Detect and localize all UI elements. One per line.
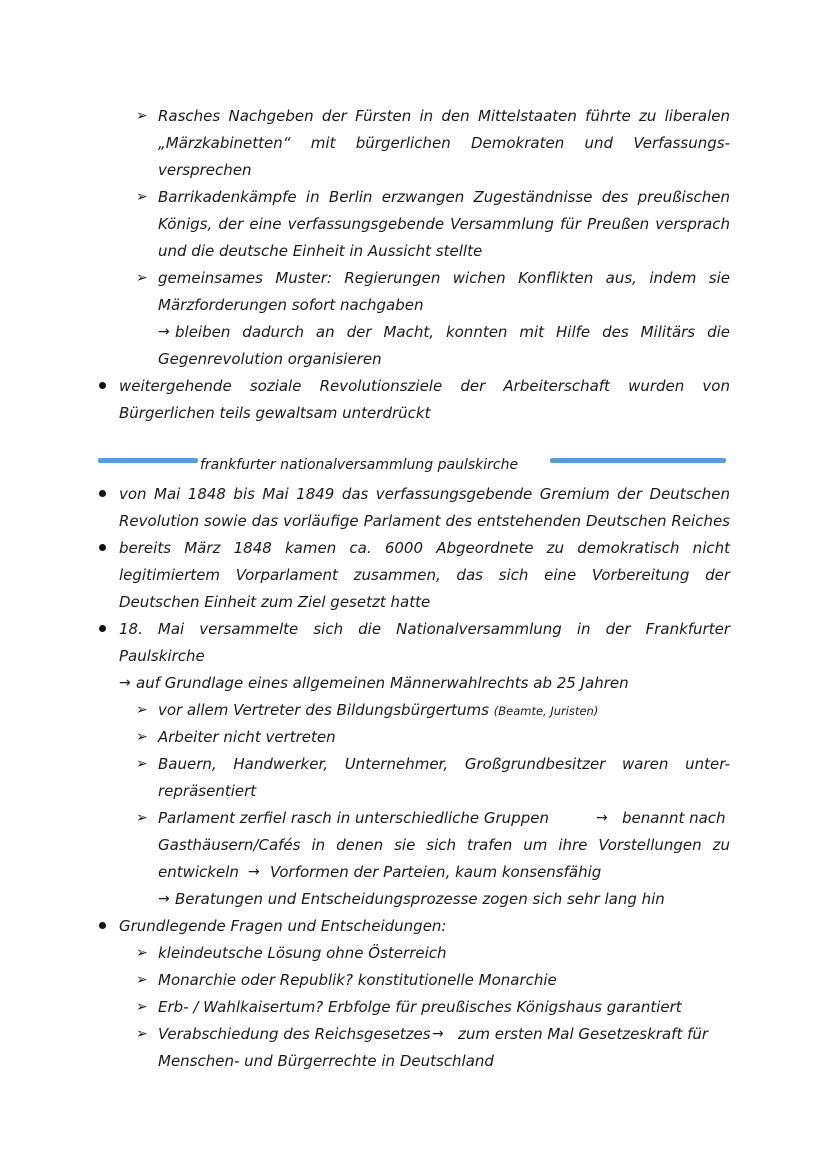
sub-item-text: Monarchie oder Republik? konstitutionelle Monarchie — [158, 971, 557, 989]
bullet-text: bereits März 1848 kamen ca. 6000 Abgeordnete zu demokratisch nicht — [119, 539, 730, 557]
bullet-text: Bürgerlichen teils gewaltsam unterdrückt — [119, 404, 431, 422]
sub-item-text: Arbeiter nicht vertreten — [158, 728, 336, 746]
bullet-icon — [99, 544, 106, 551]
bullet-text: 18. Mai versammelte sich die Nationalversammlung in der Frankfurter — [119, 620, 730, 638]
bullet-icon — [99, 922, 106, 929]
sub-item-text: repräsentiert — [158, 782, 257, 800]
section-heading: frankfurter nationalversammlung paulskirche — [200, 457, 519, 473]
sub-item-text: entwickeln — [158, 863, 239, 881]
sub-item-text: kleindeutsche Lösung ohne Österreich — [158, 944, 447, 962]
bullet-text: legitimiertem Vorparlament zusammen, das sich eine Vorbereitung der — [119, 566, 730, 584]
bullet-text: Grundlegende Fragen und Entscheidungen: — [119, 917, 447, 935]
sub-arrow-icon: ➢ — [136, 756, 148, 772]
sub-arrow-icon: ➢ — [136, 972, 148, 988]
right-arrow-icon: → — [119, 675, 131, 691]
sub-item-text: und die deutsche Einheit in Aussicht stellte — [158, 242, 483, 260]
sub-item-text: „Märzkabinetten“ mit bürgerlichen Demokraten und Verfassungs- — [158, 134, 730, 152]
bullet-text: Revolution sowie das vorläufige Parlament des entstehenden Deutschen Reiches — [119, 512, 730, 530]
sub-arrow-icon: ➢ — [136, 999, 148, 1015]
sub-arrow-icon: ➢ — [136, 189, 148, 205]
right-arrow-icon: → — [248, 864, 260, 880]
sub-item-text: zum ersten Mal Gesetzeskraft für — [458, 1025, 709, 1043]
sub-arrow-icon: ➢ — [136, 270, 148, 286]
sub-item-text: Parlament zerfiel rasch in unterschiedliche Gruppen — [158, 809, 549, 827]
sub-item-text: Königs, der eine verfassungsgebende Versammlung für Preußen versprach — [158, 215, 730, 233]
sub-arrow-icon: ➢ — [136, 810, 148, 826]
sub-arrow-icon: ➢ — [136, 729, 148, 745]
sub-item-text: Rasches Nachgeben der Fürsten in den Mittelstaaten führte zu liberalen — [158, 107, 730, 125]
sub-arrow-icon: ➢ — [136, 108, 148, 124]
sub-arrow-icon: ➢ — [136, 1026, 148, 1042]
arrow-item-text: Gegenrevolution organisieren — [158, 350, 382, 368]
bullet-icon — [99, 490, 106, 497]
arrow-item-text: auf Grundlage eines allgemeinen Männerwahlrechts ab 25 Jahren — [136, 674, 629, 692]
sub-item-text: Gasthäusern/Cafés in denen sie sich trafen um ihre Vorstellungen zu — [158, 836, 730, 854]
sub-item-text: Märzforderungen sofort nachgaben — [158, 296, 424, 314]
sub-item-text: Verabschiedung des Reichsgesetzes — [158, 1025, 431, 1043]
bullet-text: Paulskirche — [119, 647, 205, 665]
bullet-text: weitergehende soziale Revolutionsziele der Arbeiterschaft wurden von — [119, 377, 730, 395]
sub-item-text: gemeinsames Muster: Regierungen wichen Konflikten aus, indem sie — [158, 269, 730, 287]
sub-item-note: (Beamte, Juristen) — [493, 704, 599, 718]
sub-item-text: benannt nach — [622, 809, 726, 827]
right-arrow-icon: → — [432, 1026, 444, 1042]
sub-item-text: Menschen- und Bürgerrechte in Deutschland — [158, 1052, 494, 1070]
sub-item-text: Bauern, Handwerker, Unternehmer, Großgrundbesitzer waren unter- — [158, 755, 730, 773]
sub-item-text: Barrikadenkämpfe in Berlin erzwangen Zugeständnisse des preußischen — [158, 188, 730, 206]
sub-item-text: Erb- / Wahlkaisertum? Erbfolge für preußisches Königshaus garantiert — [158, 998, 682, 1016]
right-arrow-icon: → — [158, 891, 170, 907]
right-arrow-icon: → — [596, 810, 608, 826]
sub-item-main: vor allem Vertreter des Bildungsbürgertums — [158, 701, 489, 719]
bullet-text: von Mai 1848 bis Mai 1849 das verfassungsgebende Gremium der Deutschen — [119, 485, 730, 503]
arrow-item-text: Beratungen und Entscheidungsprozesse zogen sich sehr lang hin — [175, 890, 665, 908]
sub-arrow-icon: ➢ — [136, 702, 148, 718]
bullet-text: Deutschen Einheit zum Ziel gesetzt hatte — [119, 593, 431, 611]
heading-divider-left — [98, 458, 198, 463]
bullet-icon — [99, 382, 106, 389]
heading-divider-right — [550, 458, 726, 463]
sub-item-text: Vorformen der Parteien, kaum konsensfähig — [270, 863, 602, 881]
arrow-item-text: bleiben dadurch an der Macht, konnten mit Hilfe des Militärs die — [175, 323, 730, 341]
sub-item-text: versprechen — [158, 161, 252, 179]
sub-item-text — [158, 700, 598, 720]
bullet-icon — [99, 625, 106, 632]
sub-arrow-icon: ➢ — [136, 945, 148, 961]
right-arrow-icon: → — [158, 324, 170, 340]
